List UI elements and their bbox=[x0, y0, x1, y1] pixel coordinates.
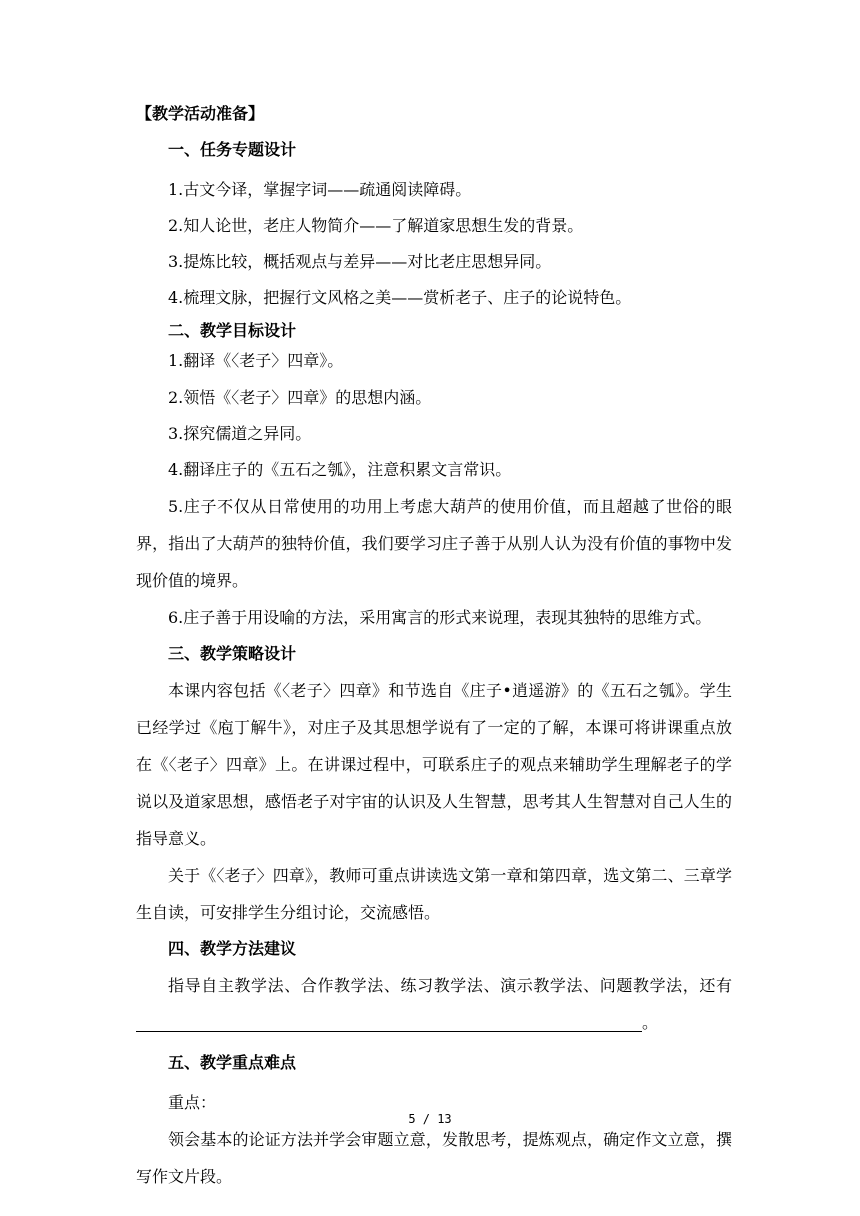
heading-goal-design: 二、教学目标设计 bbox=[168, 321, 297, 340]
page-number: 5 / 13 bbox=[408, 1112, 452, 1126]
heading-key-difficult: 五、教学重点难点 bbox=[168, 1053, 297, 1072]
heading-strategy-design: 三、教学策略设计 bbox=[168, 644, 297, 663]
task-item-1: 1.古文今译，掌握字词——疏通阅读障碍。 bbox=[168, 180, 472, 199]
fill-in-blank bbox=[136, 1013, 642, 1032]
goal-item-5: 5.庄子不仅从日常使用的功用上考虑大葫芦的使用价值，而且超越了世俗的眼界，指出了大葫芦的独特价值，我们要学习庄子善于从别人认为没有价值的事物中发现价值的境界。 bbox=[136, 497, 732, 590]
task-item-2: 2.知人论世，老庄人物简介——了解道家思想生发的背景。 bbox=[168, 216, 584, 235]
goal-item-6: 6.庄子善于用设喻的方法，采用寓言的形式来说理，表现其独特的思维方式。 bbox=[168, 608, 712, 627]
heading-method-suggestion: 四、教学方法建议 bbox=[168, 939, 297, 958]
task-item-4: 4.梳理文脉，把握行文风格之美——赏析老子、庄子的论说特色。 bbox=[168, 288, 632, 307]
strategy-paragraph-2: 关于《〈老子〉四章》，教师可重点讲读选文第一章和第四章，选文第二、三章学生自读，可安排学生分组讨论，交流感悟。 bbox=[136, 866, 732, 922]
page-content bbox=[136, 96, 732, 1195]
section-prep-heading: 【教学活动准备】 bbox=[136, 104, 265, 123]
goal-item-3: 3.探究儒道之异同。 bbox=[168, 424, 312, 443]
task-item-3: 3.提炼比较，概括观点与差异——对比老庄思想异同。 bbox=[168, 252, 552, 271]
strategy-paragraph-1: 本课内容包括《〈老子〉四章》和节选自《庄子•逍遥游》的《五石之瓠》。学生已经学过《庖丁解牛》，对庄子及其思想学说有了一定的了解，本课可将讲课重点放在《〈老子〉四章》上。在讲课过程中，可联系庄子的观点来辅助学生理解老子的学说以及道家思想，感悟老子对宇宙的认识及人生智慧，思考其人生智慧对自己人生的指导意义。 bbox=[136, 681, 732, 848]
heading-task-design: 一、任务专题设计 bbox=[168, 140, 297, 159]
key-label: 重点： bbox=[168, 1093, 217, 1112]
method-paragraph bbox=[136, 967, 732, 1041]
goal-item-1: 1.翻译《〈老子〉四章》。 bbox=[168, 351, 344, 370]
goal-item-4: 4.翻译庄子的《五石之瓠》，注意积累文言常识。 bbox=[168, 460, 512, 479]
method-text: 指导自主教学法、合作教学法、练习教学法、演示教学法、问题教学法，还有 bbox=[168, 976, 732, 995]
method-end: 。 bbox=[642, 1013, 659, 1032]
goal-item-2: 2.领悟《〈老子〉四章》的思想内涵。 bbox=[168, 388, 432, 407]
key-paragraph: 领会基本的论证方法并学会审题立意，发散思考，提炼观点，确定作文立意，撰写作文片段。 bbox=[136, 1130, 732, 1186]
